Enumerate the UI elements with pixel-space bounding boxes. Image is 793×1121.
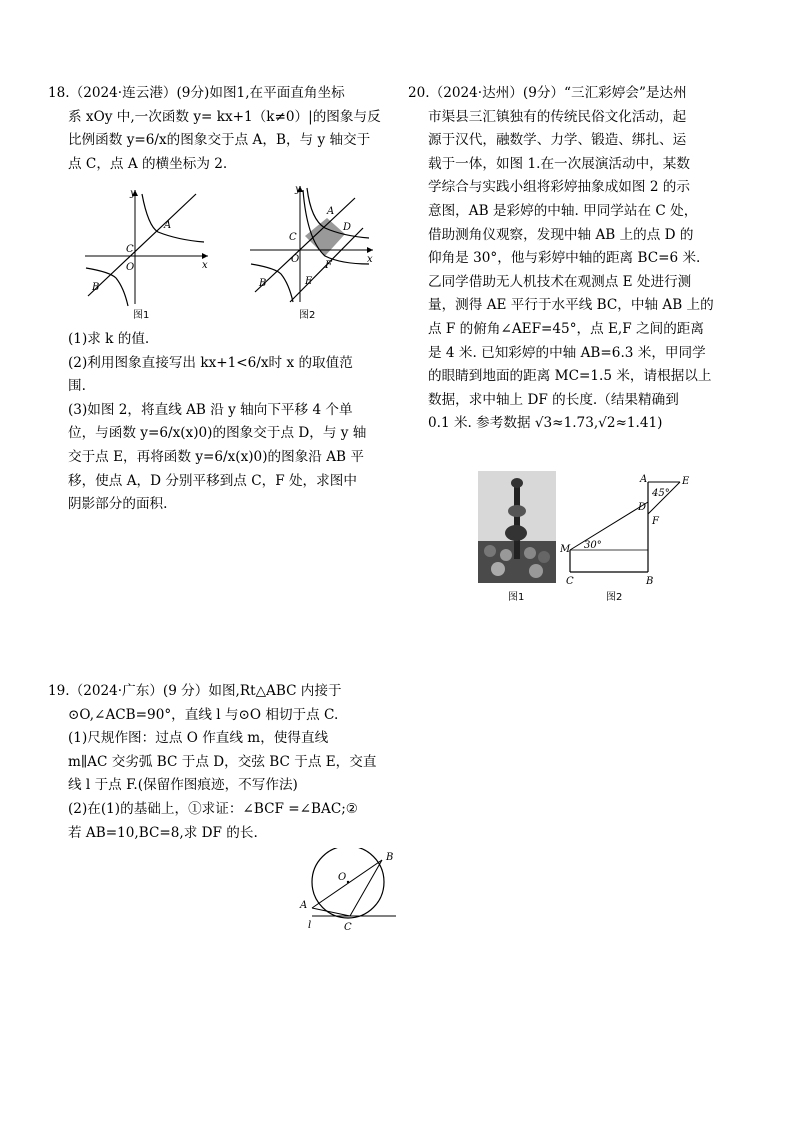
- svg-text:E: E: [682, 476, 690, 487]
- svg-text:y: y: [295, 184, 301, 195]
- question-20: [408, 82, 753, 436]
- svg-text:O: O: [291, 254, 300, 265]
- question-19: [48, 680, 398, 845]
- q20-angle-45: 45°: [652, 488, 670, 499]
- q19-line-6: (2)在(1)的基础上，①求证：∠BCF =∠BAC;②: [68, 800, 358, 817]
- q18-line-7: 围.: [68, 378, 86, 395]
- svg-text:y: y: [130, 188, 136, 199]
- q18-line-2: 系 xOy 中,一次函数 y= kx+1（k≠0）|的图象与反: [68, 108, 381, 125]
- q18-figure-1: [80, 184, 215, 309]
- q20-line-2: 市渠县三汇镇独有的传统民俗文化活动，起: [428, 108, 687, 125]
- q20-line-4: 载于一体，如图 1.在一次展演活动中，某数: [428, 155, 690, 172]
- q20-line-12: 是 4 米. 已知彩婷的中轴 AB=6.3 米，甲同学: [428, 344, 706, 361]
- q20-line-10: 量，测得 AE 平行于水平线 BC，中轴 AB 上的: [428, 297, 714, 314]
- svg-text:l: l: [308, 920, 312, 931]
- q19-line-1: 19.（2024·广东）(9 分）如图,Rt△ABC 内接于: [48, 683, 342, 699]
- q18-figure-2-caption: 图2: [299, 310, 316, 321]
- q20-line-14: 数据，求中轴上 DF 的长度.（结果精确到: [428, 391, 679, 408]
- q19-figure: [298, 848, 403, 933]
- q18-line-3: 比例函数 y=6/x的图象交于点 A，B，与 y 轴交于: [68, 132, 371, 149]
- q18-line-4: 点 C，点 A 的横坐标为 2.: [68, 155, 228, 172]
- q18-line-8: (3)如图 2，将直线 AB 沿 y 轴向下平移 4 个单: [68, 401, 353, 418]
- svg-text:x: x: [367, 254, 373, 265]
- q20-photo: [478, 471, 556, 583]
- q19-line-3: (1)尺规作图：过点 O 作直线 m，使得直线: [68, 730, 329, 747]
- q19-line-7: 若 AB=10,BC=8,求 DF 的长.: [68, 824, 258, 841]
- q20-angle-30: 30°: [584, 540, 602, 551]
- svg-text:B: B: [386, 852, 394, 863]
- q20-line-6: 意图，AB 是彩婷的中轴. 甲同学站在 C 处，: [428, 202, 698, 219]
- q18-line-11: 移，使点 A，D 分别平移到点 C，F 处，求图中: [68, 472, 357, 489]
- q20-figure-2: [560, 472, 700, 587]
- q20-figure-1-caption: 图1: [508, 592, 525, 603]
- svg-text:A: A: [640, 474, 648, 485]
- q20-line-1: 20.（2024·达州）(9分）“三汇彩婷会”是达州: [408, 85, 687, 101]
- q18-line-12: 阴影部分的面积.: [68, 496, 168, 513]
- svg-text:A: A: [327, 206, 335, 217]
- svg-text:C: C: [566, 576, 574, 587]
- q18-line-6: (2)利用图象直接写出 kx+1<6/x时 x 的取值范: [68, 354, 353, 371]
- svg-text:C: C: [289, 232, 297, 243]
- q20-line-7: 借助测角仪观察，发现中轴 AB 上的点 D 的: [428, 226, 694, 243]
- svg-text:C: C: [126, 244, 134, 255]
- q19-line-5: 线 l 于点 F.(保留作图痕迹，不写作法): [68, 777, 298, 794]
- question-18: [48, 82, 398, 176]
- svg-text:E: E: [305, 276, 313, 287]
- q18-figure-1-caption: 图1: [133, 310, 150, 321]
- svg-text:O: O: [126, 262, 135, 273]
- svg-text:D: D: [343, 222, 352, 233]
- svg-text:B: B: [646, 576, 654, 587]
- q20-line-8: 仰角是 30°，他与彩婷中轴的距离 BC=6 米.: [428, 250, 701, 267]
- q20-line-3: 源于汉代，融数学、力学、锻造、绑扎、运: [428, 132, 687, 149]
- svg-text:F: F: [325, 260, 332, 271]
- q18-figure-2: [245, 180, 380, 305]
- svg-text:O: O: [338, 872, 347, 883]
- svg-text:x: x: [202, 260, 208, 271]
- q20-line-15: 0.1 米. 参考数据 √3≈1.73,√2≈1.41): [428, 415, 663, 432]
- svg-text:B: B: [259, 278, 267, 289]
- q20-line-11: 点 F 的俯角∠AEF=45°，点 E,F 之间的距离: [428, 320, 704, 337]
- question-18-parts: [68, 328, 403, 517]
- q20-line-5: 学综合与实践小组将彩婷抽象成如图 2 的示: [428, 179, 690, 196]
- q20-figure-2-caption: 图2: [606, 592, 623, 603]
- svg-text:B: B: [92, 282, 100, 293]
- q18-line-1: 18.（2024·连云港）(9分)如图1,在平面直角坐标: [48, 85, 345, 101]
- svg-text:A: A: [300, 900, 308, 911]
- svg-text:D: D: [638, 502, 647, 513]
- q20-line-9: 乙同学借助无人机技术在观测点 E 处进行测: [428, 273, 692, 290]
- q18-line-10: 交于点 E，再将函数 y=6/x(x)0)的图象沿 AB 平: [68, 448, 364, 465]
- q18-line-9: 位，与函数 y=6/x(x)0)的图象交于点 D，与 y 轴: [68, 425, 367, 442]
- svg-text:F: F: [652, 516, 659, 527]
- svg-text:C: C: [344, 922, 352, 933]
- svg-text:M: M: [560, 544, 571, 555]
- q20-line-13: 的眼睛到地面的距离 MC=1.5 米，请根据以上: [428, 368, 712, 385]
- q19-line-2: ⊙O,∠ACB=90°，直线 l 与⊙O 相切于点 C.: [68, 706, 339, 723]
- q18-line-5: (1)求 k 的值.: [68, 331, 150, 347]
- svg-text:A: A: [164, 220, 172, 231]
- q19-line-4: m∥AC 交劣弧 BC 于点 D，交弦 BC 于点 E，交直: [68, 753, 377, 770]
